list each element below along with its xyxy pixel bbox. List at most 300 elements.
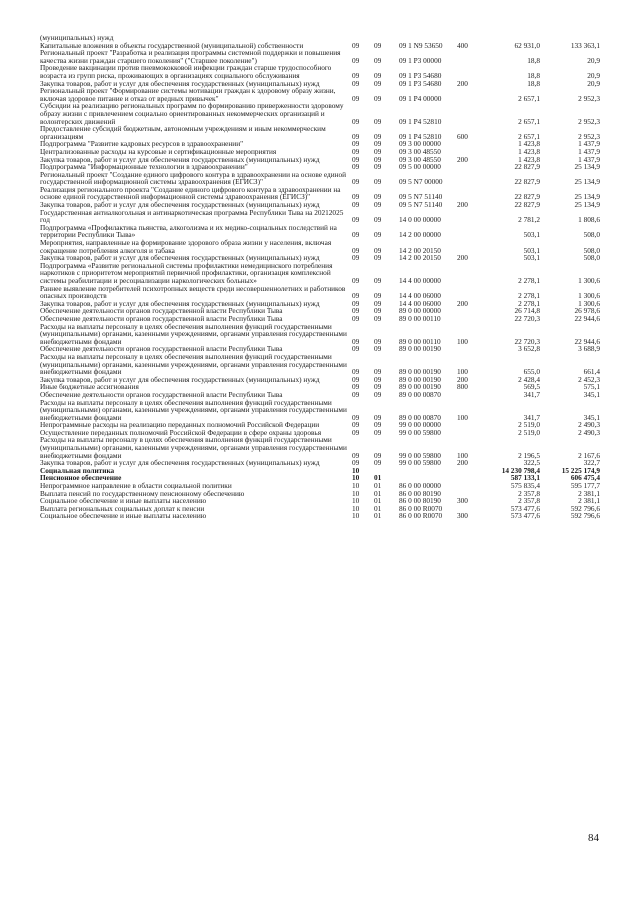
table-row <box>40 125 600 140</box>
table-row <box>40 262 600 285</box>
row-amount-year2: 20,9 <box>587 70 600 80</box>
row-amount-year1: 573 477,6 <box>510 504 540 513</box>
row-amount-year1: 18,8 <box>527 79 540 88</box>
row-amount-year2: 575,1 <box>583 383 600 391</box>
row-target-article: 86 0 00 00000 <box>399 482 441 490</box>
row-section: 09 <box>352 412 360 422</box>
row-target-article: 14 2 00 20150 <box>399 254 441 262</box>
table-row <box>40 171 600 186</box>
row-subsection: 09 <box>374 245 382 255</box>
row-subsection: 09 <box>374 375 382 384</box>
row-section: 09 <box>352 41 360 50</box>
row-target-article <box>397 34 455 42</box>
row-expense-type <box>455 34 480 42</box>
row-amount-year2: 2 452,3 <box>578 375 600 384</box>
row-subsection: 09 <box>374 314 382 323</box>
row-subsection: 09 <box>374 70 382 80</box>
row-subsection: 09 <box>374 147 382 156</box>
row-amount-year1: 2 196,5 <box>518 450 540 460</box>
row-section: 10 <box>352 489 360 498</box>
row-amount-year1: 573 477,6 <box>510 512 540 520</box>
row-target-article: 09 3 00 48550 <box>399 147 441 156</box>
row-amount-year1: 2 357,8 <box>518 489 540 498</box>
row-subsection: 01 <box>374 489 382 498</box>
row-name: Государственная антиалкогольная и антинаркотическая программа Республики Тыва на 20212025 год <box>40 207 344 225</box>
row-name: Капитальные вложения в объекты государственной (муниципальной) собственности <box>40 40 304 50</box>
row-amount-year2: 2 952,3 <box>578 131 600 141</box>
row-amount-year2: 26 978,6 <box>574 307 600 315</box>
row-target-article: 14 0 00 00000 <box>399 215 441 224</box>
row-name: Выплата региональных социальных доплат к пенсии <box>40 503 205 513</box>
row-subsection <box>372 34 397 42</box>
row-amount-year2: 25 134,9 <box>574 201 600 209</box>
row-expense-type: 200 <box>457 79 468 88</box>
row-amount-year1: 341,7 <box>523 390 540 399</box>
row-subsection: 09 <box>374 336 382 346</box>
row-name: Мероприятия, направленные на формирование здорового образа жизни у населения, включая сокращение потребления алкоголя и табака <box>40 238 332 255</box>
table-row <box>40 239 600 254</box>
row-name: Расходы на выплаты персоналу в целях обеспечения выполнения функций государственными (муниципальными) органами, казенными учреждениями, органами управления государственными внебюджетными фондами <box>40 435 347 460</box>
row-amount-year1: 503,1 <box>523 245 540 255</box>
row-name: Обеспечение деятельности органов государственной власти Республики Тыва <box>40 313 283 323</box>
row-name: Социальное обеспечение и иные выплаты населению <box>40 496 207 506</box>
table-row <box>40 353 600 376</box>
row-section: 09 <box>352 428 360 437</box>
table-row <box>40 512 600 520</box>
row-name: Непрограммное направление в области социальной политики <box>40 481 232 491</box>
row-amount-year2: 1 808,6 <box>578 215 600 224</box>
row-name: Закупка товаров, работ и услуг для обеспечения государственных (муниципальных) нужд <box>40 154 320 164</box>
table-row <box>40 209 600 224</box>
row-section: 09 <box>352 345 360 353</box>
row-target-article <box>397 474 455 482</box>
row-section: 09 <box>352 307 360 315</box>
row-amount-year2: 592 796,6 <box>570 504 600 513</box>
row-target-article: 09 1 P4 52810 <box>399 116 442 126</box>
row-target-article: 89 0 00 00190 <box>399 367 441 376</box>
row-amount-year2 <box>540 34 600 42</box>
row-amount-year2: 508,0 <box>583 245 600 255</box>
row-expense-type <box>455 307 480 315</box>
row-section: 10 <box>352 497 360 505</box>
row-expense-type <box>455 49 480 64</box>
row-name: Осуществление переданных полномочий Российской Федерации в сфере охраны здоровья <box>40 427 322 437</box>
row-expense-type <box>455 285 480 300</box>
table-row <box>40 87 600 102</box>
row-amount-year1: 503,1 <box>523 230 540 240</box>
row-target-article: 09 1 N9 53650 <box>399 41 443 50</box>
row-section: 09 <box>352 201 360 209</box>
row-amount-year1: 3 652,8 <box>518 345 540 353</box>
row-subsection: 09 <box>374 79 382 88</box>
row-subsection: 01 <box>374 504 382 513</box>
table-row <box>40 49 600 64</box>
table-row <box>40 467 600 475</box>
row-target-article: 09 1 P3 54680 <box>399 79 442 88</box>
row-target-article: 89 0 00 00190 <box>399 383 441 391</box>
row-amount-year2: 345,1 <box>583 390 600 399</box>
row-name: Региональный проект "Формирование системы мотивации граждан к здоровому образу жизни, включая здоровое питание и отказ от вредных привычек" <box>40 86 336 103</box>
row-subsection: 01 <box>374 474 382 483</box>
row-name: Непрограммные расходы на реализацию переданных полномочий Российской Федерации <box>40 420 320 430</box>
row-subsection: 09 <box>374 41 382 50</box>
row-amount-year1: 2 519,0 <box>518 428 540 437</box>
row-amount-year2: 25 134,9 <box>574 192 600 202</box>
row-amount-year2: 508,0 <box>583 230 600 240</box>
row-amount-year2: 595 177,7 <box>570 482 600 490</box>
row-expense-type <box>455 467 480 475</box>
row-section: 09 <box>352 450 360 460</box>
row-amount-year2: 606 475,4 <box>570 474 600 483</box>
row-target-article: 09 1 P3 00000 <box>399 55 442 65</box>
row-name: Закупка товаров, работ и услуг для обеспечения государственных (муниципальных) нужд <box>40 253 320 263</box>
row-subsection: 09 <box>374 299 382 308</box>
row-name: Раннее выявление потребителей психотропных веществ среди несовершеннолетних и работников опасных производств <box>40 283 346 301</box>
row-amount-year1: 22 720,3 <box>514 314 540 323</box>
row-amount-year2: 1 300,6 <box>578 291 600 300</box>
table-row <box>40 186 600 201</box>
row-expense-type <box>455 262 480 285</box>
row-target-article: 14 2 00 20150 <box>399 245 441 255</box>
row-amount-year2: 1 437,9 <box>578 140 600 148</box>
row-amount-year1: 22 827,9 <box>514 192 540 202</box>
row-target-article: 14 2 00 00000 <box>399 230 441 240</box>
row-subsection: 01 <box>374 482 382 490</box>
row-amount-year1: 587 133,1 <box>510 474 540 483</box>
row-amount-year1: 322,5 <box>523 459 540 467</box>
row-amount-year1: 14 230 798,4 <box>501 466 540 475</box>
row-amount-year1: 1 423,8 <box>518 147 540 156</box>
row-section: 09 <box>352 177 360 186</box>
row-name: Региональный проект "Создание единого цифрового контура в здравоохранении на основе единой государственной информационной системы здравоохранения (ЕГИСЗ)" <box>40 169 347 187</box>
row-target-article: 86 0 00 R0070 <box>399 504 443 513</box>
row-target-article: 99 0 00 59800 <box>399 428 441 437</box>
row-amount-year1: 22 827,9 <box>514 177 540 186</box>
row-subsection: 09 <box>374 140 382 148</box>
row-subsection: 09 <box>374 163 382 171</box>
budget-table-body <box>40 34 600 520</box>
row-section <box>350 34 372 42</box>
row-target-article: 09 5 00 00000 <box>399 163 441 171</box>
row-subsection: 09 <box>374 116 382 126</box>
row-section: 09 <box>352 163 360 171</box>
row-target-article: 89 0 00 00190 <box>399 345 441 353</box>
row-amount-year1: 18,8 <box>527 55 540 65</box>
row-target-article: 14 4 00 00000 <box>399 276 441 285</box>
row-expense-type: 200 <box>457 254 468 262</box>
row-amount-year1: 1 423,8 <box>518 155 540 164</box>
row-name: Реализация регионального проекта "Создание единого цифрового контура в здравоохранении на основе единой государственной информационной системы здравоохранения (ЕГИСЗ)" <box>40 184 341 202</box>
row-expense-type <box>455 505 480 513</box>
row-subsection: 09 <box>374 215 382 224</box>
row-expense-type: 100 <box>457 412 468 422</box>
row-section: 09 <box>352 155 360 164</box>
row-subsection: 09 <box>374 291 382 300</box>
row-name: Закупка товаров, работ и услуг для обеспечения государственных (муниципальных) нужд <box>40 298 320 308</box>
row-name: Централизованные расходы на курсовые и сертификационные мероприятия <box>40 146 277 156</box>
row-amount-year1: 62 931,0 <box>514 41 540 50</box>
row-section: 09 <box>352 459 360 467</box>
row-name: Региональный проект "Разработка и реализация программы системной поддержки и повышения качества жизни граждан старшего поколения" ("Старшее поколение") <box>40 48 341 65</box>
row-section: 09 <box>352 79 360 88</box>
row-name: Расходы на выплаты персоналу в целях обеспечения выполнения функций государственными (муниципальными) органами, казенными учреждениями, органами управления государственными внебюджетными фондами <box>40 321 347 346</box>
row-name: Социальное обеспечение и иные выплаты населению <box>40 511 207 521</box>
row-target-article: 86 0 00 80190 <box>399 497 441 505</box>
row-expense-type <box>455 87 480 102</box>
row-expense-type: 100 <box>457 450 468 460</box>
row-subsection: 09 <box>374 459 382 467</box>
row-amount-year1: 1 423,8 <box>518 140 540 148</box>
row-amount-year2: 15 225 174,9 <box>561 466 600 475</box>
row-amount-year1: 2 657,1 <box>518 116 540 126</box>
row-target-article <box>397 467 455 475</box>
row-target-article: 99 0 00 59800 <box>399 459 441 467</box>
table-row <box>40 64 600 79</box>
row-name: Предоставление субсидий бюджетным, автономным учреждениям и иным некоммерческим организациям <box>40 124 326 141</box>
row-amount-year2: 2 381,1 <box>578 497 600 505</box>
row-expense-type <box>455 474 480 482</box>
row-target-article: 89 0 00 00110 <box>399 314 441 323</box>
row-expense-type: 200 <box>457 375 468 384</box>
row-name: Проведение вакцинации против пневмококковой инфекции граждан старше трудоспособного возраста из групп риска, проживающих в организациях социального обслуживания <box>40 63 332 80</box>
row-target-article: 14 4 00 06000 <box>399 291 441 300</box>
row-name: Закупка товаров, работ и услуг для обеспечения государственных (муниципальных) нужд <box>40 458 320 468</box>
row-amount-year2: 3 688,9 <box>578 345 600 353</box>
page-number: 84 <box>588 832 599 844</box>
row-subsection: 09 <box>374 450 382 460</box>
row-amount-year2: 25 134,9 <box>574 177 600 186</box>
table-row <box>40 285 600 300</box>
row-subsection: 09 <box>374 383 382 391</box>
row-subsection: 09 <box>374 421 382 429</box>
row-target-article: 89 0 00 00870 <box>399 412 441 422</box>
row-amount-year2: 2 381,1 <box>578 489 600 498</box>
row-subsection: 09 <box>374 201 382 209</box>
row-subsection: 09 <box>374 367 382 376</box>
row-amount-year1: 22 827,9 <box>514 201 540 209</box>
row-amount-year1: 569,5 <box>523 383 540 391</box>
row-expense-type <box>455 64 480 79</box>
row-expense-type: 200 <box>457 201 468 209</box>
row-target-article: 89 0 00 00110 <box>399 336 441 346</box>
table-row <box>40 323 600 346</box>
row-section: 10 <box>352 466 360 475</box>
row-subsection: 09 <box>374 131 382 141</box>
row-amount-year2: 345,1 <box>583 412 600 422</box>
row-name: Субсидии на реализацию региональных программ по формированию приверженности здоровому образу жизни с привлечением социально ориентированных некоммерческих организаций и волонтерских движений <box>40 101 344 126</box>
row-expense-type <box>455 429 480 437</box>
row-amount-year1: 655,0 <box>523 367 540 376</box>
row-amount-year1 <box>480 34 540 42</box>
row-amount-year1: 22 720,3 <box>514 336 540 346</box>
row-amount-year1: 2 657,1 <box>518 131 540 141</box>
row-section: 09 <box>352 276 360 285</box>
row-target-article: 86 0 00 80190 <box>399 489 441 498</box>
row-target-article: 14 4 00 06000 <box>399 299 441 308</box>
row-subsection: 09 <box>374 307 382 315</box>
row-subsection: 09 <box>374 93 382 103</box>
row-target-article: 89 0 00 00870 <box>399 390 441 399</box>
row-subsection: 09 <box>374 254 382 262</box>
row-name: Подпрограмма «Развитие региональной системы профилактики немедицинского потребления наркотиков с приоритетом мероприятий первичной профилактики, организация комплексной системы реабилитации и ресоциализации наркологических больных» <box>40 260 333 285</box>
row-target-article: 09 1 P4 52810 <box>399 131 442 141</box>
row-target-article: 89 0 00 00190 <box>399 375 441 384</box>
row-section: 10 <box>352 482 360 490</box>
row-subsection: 09 <box>374 412 382 422</box>
row-section: 10 <box>352 512 360 520</box>
row-target-article: 09 5 N7 51140 <box>399 192 443 202</box>
row-expense-type <box>455 102 480 125</box>
row-amount-year2: 322,7 <box>583 459 600 467</box>
row-section: 09 <box>352 131 360 141</box>
row-amount-year2: 2 490,3 <box>578 428 600 437</box>
row-amount-year1: 2 357,8 <box>518 497 540 505</box>
row-name: (муниципальных) нужд <box>40 33 114 42</box>
row-section: 09 <box>352 55 360 65</box>
row-amount-year2: 20,9 <box>587 55 600 65</box>
row-section: 10 <box>352 504 360 513</box>
row-amount-year1: 2 278,1 <box>518 299 540 308</box>
row-subsection: 09 <box>374 192 382 202</box>
row-subsection: 09 <box>374 155 382 164</box>
row-section: 09 <box>352 245 360 255</box>
row-expense-type <box>455 421 480 429</box>
row-name: Обеспечение деятельности органов государственной власти Республики Тыва <box>40 389 283 399</box>
row-subsection: 09 <box>374 428 382 437</box>
row-expense-type <box>455 224 480 239</box>
row-expense-type: 300 <box>457 512 468 520</box>
row-section: 10 <box>352 474 360 483</box>
row-target-article: 09 5 N7 51140 <box>399 201 443 209</box>
row-target-article: 99 0 00 59800 <box>399 450 441 460</box>
row-amount-year2: 25 134,9 <box>574 163 600 171</box>
row-name: Выплата пенсий по государственному пенсионному обеспечению <box>40 488 245 498</box>
row-expense-type <box>455 148 480 156</box>
row-expense-type <box>455 140 480 148</box>
row-name: Расходы на выплаты персоналу в целях обеспечения выполнения функций государственными (муниципальными) органами, казенными учреждениями, органами управления государственными внебюджетными фондами <box>40 397 347 422</box>
row-expense-type: 800 <box>457 383 468 391</box>
row-section: 09 <box>352 299 360 308</box>
budget-table <box>40 34 600 520</box>
row-subsection: 09 <box>374 276 382 285</box>
row-expense-type: 300 <box>457 497 468 505</box>
row-amount-year2: 508,0 <box>583 254 600 262</box>
row-expense-type <box>455 171 480 186</box>
row-section: 09 <box>352 215 360 224</box>
row-amount-year1: 503,1 <box>523 254 540 262</box>
row-expense-type <box>455 345 480 353</box>
row-target-article: 86 0 00 R0070 <box>399 512 443 520</box>
row-subsection: 09 <box>374 390 382 399</box>
row-name: Обеспечение деятельности органов государственной власти Республики Тыва <box>40 306 283 316</box>
row-subsection: 01 <box>374 512 382 520</box>
row-section: 09 <box>352 390 360 399</box>
row-expense-type: 100 <box>457 367 468 376</box>
row-expense-type <box>455 490 480 498</box>
row-expense-type: 200 <box>457 299 468 308</box>
row-name: Пенсионное обеспечение <box>40 473 122 483</box>
row-amount-year2: 133 363,1 <box>570 41 600 50</box>
row-subsection: 09 <box>374 55 382 65</box>
table-row <box>40 399 600 422</box>
table-row <box>40 224 600 239</box>
row-section: 09 <box>352 375 360 384</box>
row-section: 09 <box>352 291 360 300</box>
row-expense-type <box>455 163 480 171</box>
row-amount-year2: 1 437,9 <box>578 155 600 164</box>
row-section: 09 <box>352 314 360 323</box>
row-name: Обеспечение деятельности органов государственной власти Республики Тыва <box>40 344 283 354</box>
row-amount-year1: 2 428,4 <box>518 375 540 384</box>
row-amount-year2: 2 490,3 <box>578 421 600 429</box>
row-name: Иные бюджетные ассигнования <box>40 382 139 392</box>
row-name: Закупка товаров, работ и услуг для обеспечения государственных (муниципальных) нужд <box>40 374 320 384</box>
row-name: Закупка товаров, работ и услуг для обеспечения государственных (муниципальных) нужд <box>40 78 320 88</box>
row-section: 09 <box>352 336 360 346</box>
row-expense-type <box>455 239 480 254</box>
row-subsection: 09 <box>374 177 382 186</box>
row-section: 09 <box>352 70 360 80</box>
row-section: 09 <box>352 192 360 202</box>
row-section: 09 <box>352 421 360 429</box>
row-amount-year2: 20,9 <box>587 79 600 88</box>
row-amount-year1: 2 519,0 <box>518 421 540 429</box>
table-row <box>40 459 600 467</box>
row-subsection: 09 <box>374 230 382 240</box>
row-amount-year1: 2 278,1 <box>518 276 540 285</box>
row-expense-type: 400 <box>457 41 468 50</box>
row-section: 09 <box>352 383 360 391</box>
row-amount-year1: 2 657,1 <box>518 93 540 103</box>
row-name: Подпрограмма "Развитие кадровых ресурсов в здравоохранении" <box>40 139 244 149</box>
row-expense-type <box>455 209 480 224</box>
row-expense-type: 200 <box>457 155 468 164</box>
row-expense-type <box>455 186 480 201</box>
row-amount-year2: 661,4 <box>583 367 600 376</box>
row-amount-year1: 2 278,1 <box>518 291 540 300</box>
row-name: Закупка товаров, работ и услуг для обеспечения государственных (муниципальных) нужд <box>40 200 320 210</box>
row-amount-year2: 22 944,6 <box>574 314 600 323</box>
row-amount-year1: 575 835,4 <box>510 482 540 490</box>
row-target-article: 09 3 00 00000 <box>399 140 441 148</box>
row-subsection: 09 <box>374 345 382 353</box>
row-section: 09 <box>352 230 360 240</box>
row-target-article: 09 1 P4 00000 <box>399 93 442 103</box>
row-name: Социальная политика <box>40 465 115 475</box>
row-target-article: 09 5 N7 00000 <box>399 177 443 186</box>
row-amount-year2: 2 167,6 <box>578 450 600 460</box>
row-section: 09 <box>352 116 360 126</box>
row-amount-year2: 592 796,6 <box>570 512 600 520</box>
row-section: 09 <box>352 93 360 103</box>
row-target-article: 09 1 P3 54680 <box>399 70 442 80</box>
row-name: Подпрограмма "Информационные технологии в здравоохранении" <box>40 162 248 172</box>
row-expense-type: 200 <box>457 459 468 467</box>
row-section: 09 <box>352 140 360 148</box>
row-amount-year2: 22 944,6 <box>574 336 600 346</box>
table-row <box>40 102 600 125</box>
row-expense-type <box>455 482 480 490</box>
row-expense-type <box>455 315 480 323</box>
row-section: 09 <box>352 147 360 156</box>
row-target-article: 99 0 00 00000 <box>399 421 441 429</box>
row-amount-year1: 341,7 <box>523 412 540 422</box>
row-target-article: 89 0 00 00000 <box>399 307 441 315</box>
row-amount-year2: 1 300,6 <box>578 276 600 285</box>
row-amount-year1: 22 827,9 <box>514 163 540 171</box>
row-amount-year1: 2 781,2 <box>518 215 540 224</box>
row-amount-year2: 1 437,9 <box>578 147 600 156</box>
